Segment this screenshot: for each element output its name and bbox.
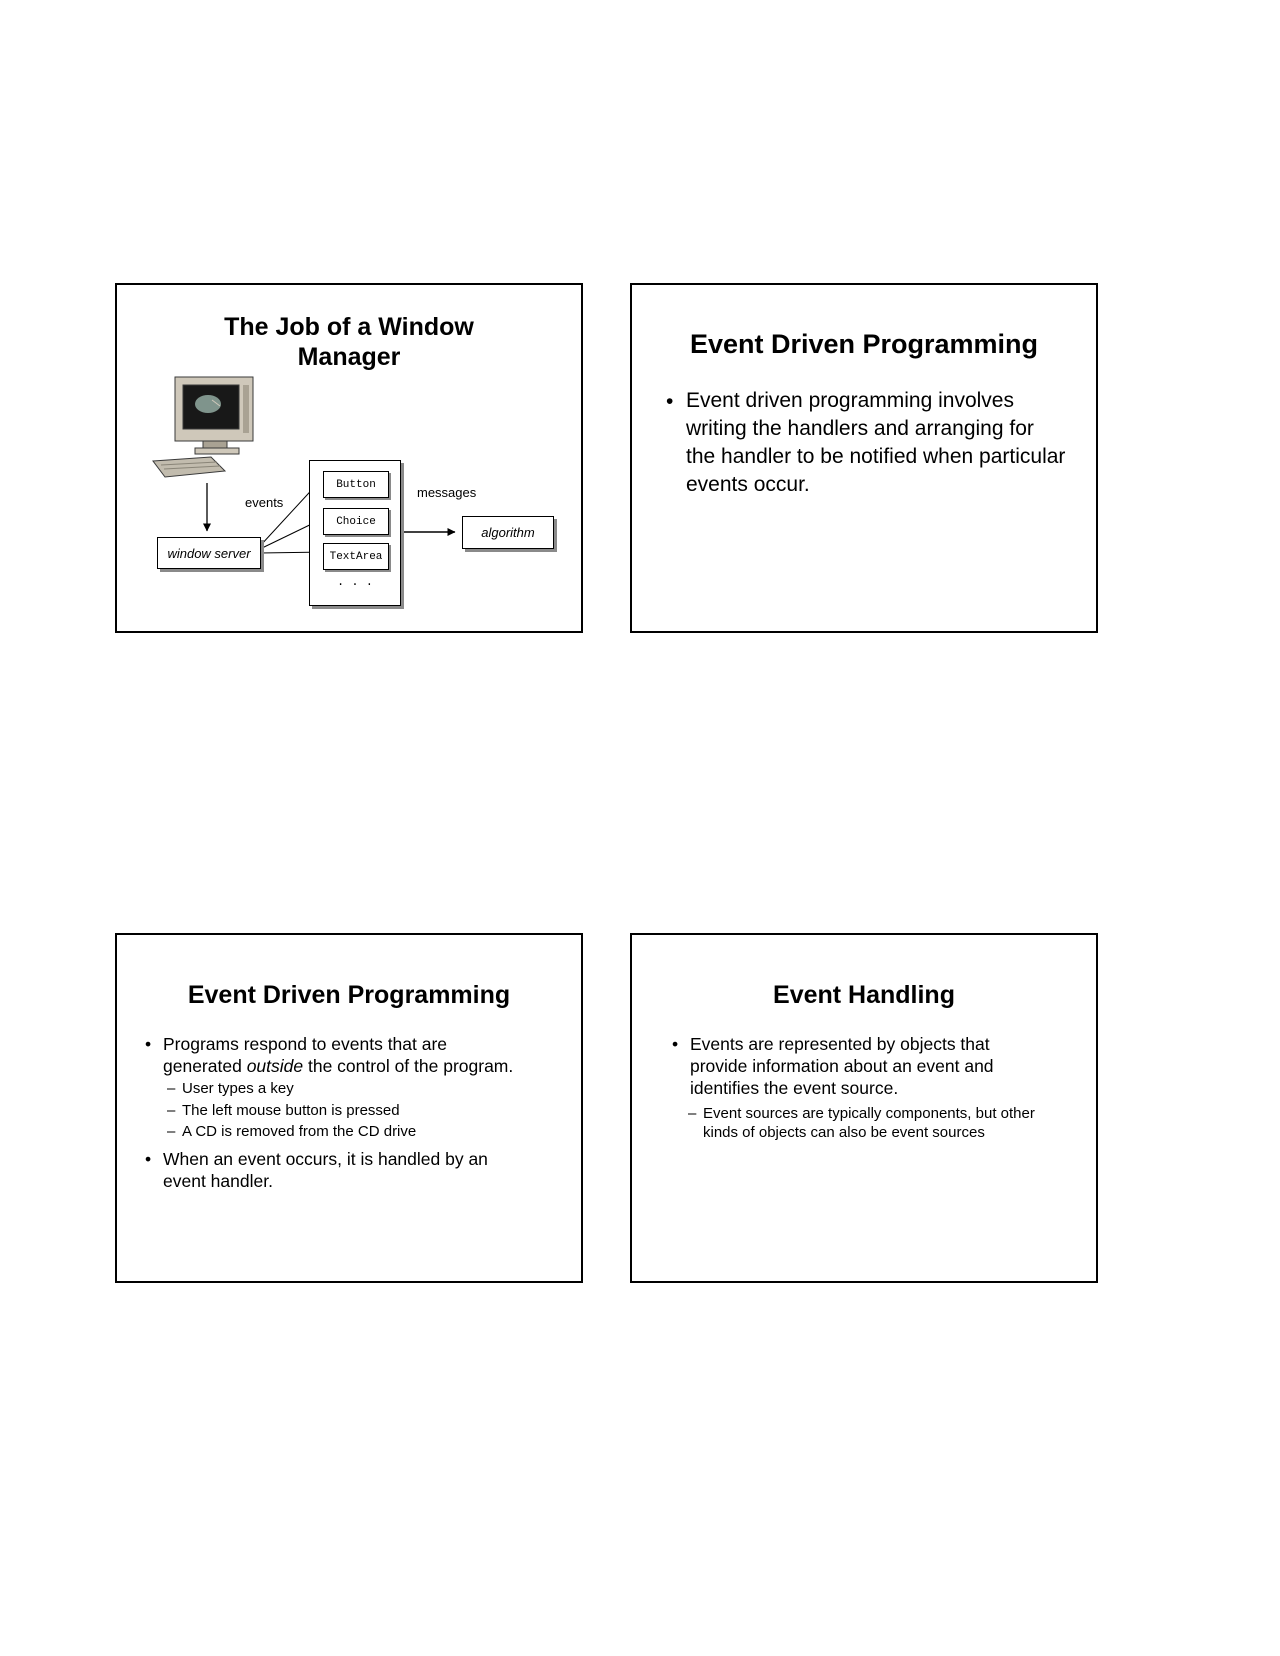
window-server-box: [157, 537, 261, 569]
bullet-text: [163, 1033, 515, 1078]
textarea-component-box: [323, 543, 389, 570]
bullet-item: [672, 1033, 1096, 1100]
bullet-text-post: the control of the program.: [303, 1055, 514, 1076]
slide-body: [666, 387, 1096, 499]
slide-event-driven-programming-1: [630, 283, 1098, 633]
choice-component-label: Choice: [336, 515, 376, 528]
events-label: events: [245, 495, 284, 510]
title-line-2: Manager: [297, 342, 401, 371]
slide-title: Event Driven Programming: [689, 329, 1039, 359]
textarea-component-label: TextArea: [329, 550, 383, 563]
sub-bullet-item: [167, 1079, 581, 1099]
components-container-box: [309, 460, 401, 606]
bullet-item: [145, 1033, 581, 1078]
bullet-text-italic: outside: [246, 1055, 304, 1076]
bullet-item: [666, 387, 1096, 499]
dash-marker: –: [167, 1080, 176, 1098]
sub-bullet-text: User types a key: [182, 1080, 294, 1098]
button-component-box: [323, 471, 389, 498]
slide-event-handling: [630, 933, 1098, 1283]
sub-bullet-item: [167, 1101, 581, 1121]
algorithm-label: algorithm: [481, 525, 535, 540]
slide-title: Event Driven Programming: [187, 981, 511, 1009]
title-line-1: The Job of a Window: [224, 313, 474, 341]
bullet-text: Event driven programming involves writing the handlers and arranging for the handler to be notified when particular events occur.: [686, 388, 1066, 496]
sub-bullet-text: Event sources are typically components, but other kinds of objects can also be event sources: [703, 1104, 1035, 1142]
components-ellipsis: . . .: [336, 575, 373, 589]
bullet-text: Events are represented by objects that provide information about an event and identifies the event source.: [690, 1033, 994, 1099]
dash-marker: –: [167, 1123, 176, 1141]
button-component-label: Button: [336, 478, 376, 491]
bullet-marker: •: [666, 389, 674, 413]
sub-bullet-text: A CD is removed from the CD drive: [182, 1123, 417, 1141]
bullet-item: [145, 1148, 581, 1193]
bullet-marker: •: [145, 1033, 152, 1054]
window-manager-diagram: [117, 285, 581, 631]
sub-bullet-text: The left mouse button is pressed: [182, 1101, 400, 1119]
bullet-marker: •: [672, 1033, 679, 1054]
window-server-label: window server: [167, 545, 251, 561]
slide-title: Event Handling: [773, 981, 955, 1009]
bullet-marker: •: [145, 1148, 152, 1169]
bullet-text-pre: Programs respond to events that are generated: [163, 1033, 448, 1076]
sub-bullet-item: [688, 1104, 1096, 1143]
computer-icon: [153, 377, 253, 477]
messages-label: messages: [417, 485, 477, 500]
choice-component-box: [323, 508, 389, 535]
dash-marker: –: [688, 1104, 697, 1122]
sub-bullet-item: [167, 1122, 581, 1142]
algorithm-box: [462, 516, 554, 549]
slide-body: [145, 1033, 581, 1193]
bullet-text: When an event occurs, it is handled by an event handler.: [163, 1148, 488, 1192]
dash-marker: –: [167, 1101, 176, 1119]
slide-window-manager: [115, 283, 583, 633]
slide-event-driven-programming-2: [115, 933, 583, 1283]
slide-body: [672, 1033, 1096, 1143]
